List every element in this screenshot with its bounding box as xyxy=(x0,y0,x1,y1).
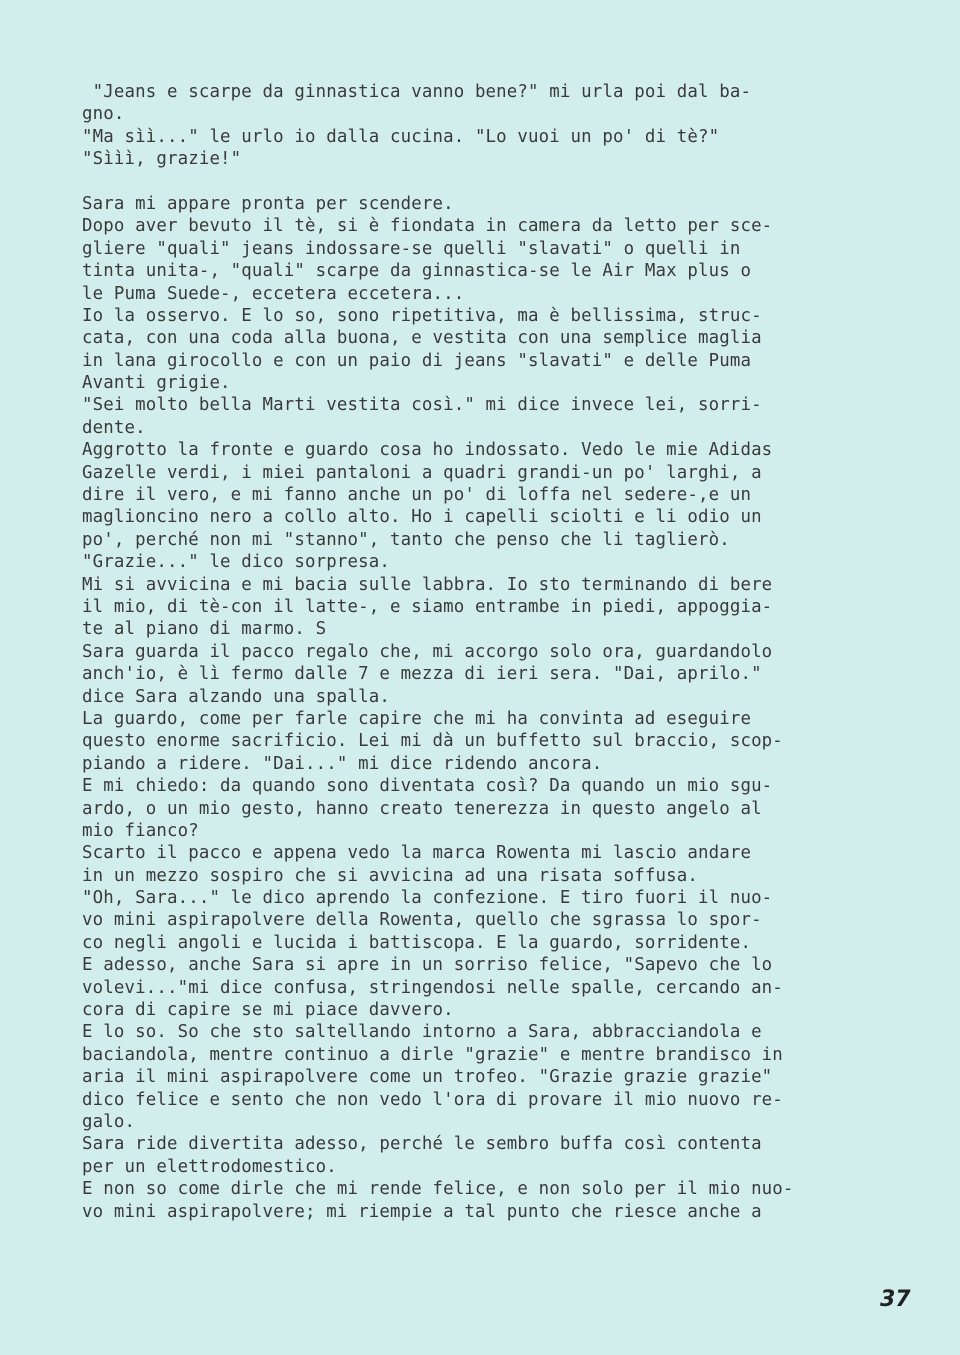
text-line: piando a ridere. "Dai..." mi dice ridendo ancora. xyxy=(82,753,603,774)
text-line: in lana girocollo e con un paio di jeans "slavati" e delle Puma xyxy=(82,350,752,371)
text-line: po', perché non mi "stanno", tanto che penso che li taglierò. xyxy=(82,529,730,550)
text-line: il mio, di tè-con il latte-, e siamo entrambe in piedi, appoggia- xyxy=(82,596,773,617)
text-line: volevi..."mi dice confusa, stringendosi nelle spalle, cercando an- xyxy=(82,977,783,998)
text-line: galo. xyxy=(82,1111,136,1132)
text-line: "Jeans e scarpe da ginnastica vanno bene?" mi urla poi dal ba- xyxy=(82,82,752,102)
text-line: questo enorme sacrificio. Lei mi dà un buffetto sul braccio, scop- xyxy=(82,731,783,752)
text-line: dico felice e sento che non vedo l'ora di provare il mio nuovo re- xyxy=(82,1089,783,1110)
text-line: Gazelle verdi, i miei pantaloni a quadri grandi-un po' larghi, a xyxy=(82,462,762,483)
text-line: gno. xyxy=(82,104,125,125)
text-line: baciandola, mentre continuo a dirle "grazie" e mentre brandisco in xyxy=(82,1044,783,1065)
text-line: E lo so. So che sto saltellando intorno a Sara, abbracciandola e xyxy=(82,1022,762,1043)
text-line: "Grazie..." le dico sorpresa. xyxy=(82,552,390,573)
text-line: Sara mi appare pronta per scendere. xyxy=(82,193,454,214)
text-line: dire il vero, e mi fanno anche un po' di loffa nel sedere-,e un xyxy=(82,485,752,506)
text-line: dice Sara alzando una spalla. xyxy=(82,686,390,707)
text-line: "Ma sìì..." le urlo io dalla cucina. "Lo vuoi un po' di tè?" xyxy=(82,126,720,147)
text-line: Mi si avvicina e mi bacia sulle labbra. Io sto terminando di bere xyxy=(82,574,773,595)
text-line: "Oh, Sara..." le dico aprendo la confezione. E tiro fuori il nuo- xyxy=(82,888,773,909)
text-line: Sara guarda il pacco regalo che, mi accorgo solo ora, guardandolo xyxy=(82,641,773,662)
text-line: cata, con una coda alla buona, e vestita con una semplice maglia xyxy=(82,328,762,349)
page-number: 37 xyxy=(880,1287,911,1312)
text-line: E non so come dirle che mi rende felice, e non solo per il mio nuo- xyxy=(82,1179,794,1200)
text-line: E adesso, anche Sara si apre in un sorriso felice, "Sapevo che lo xyxy=(82,955,773,976)
text-line: E mi chiedo: da quando sono diventata così? Da quando un mio sgu- xyxy=(82,776,773,797)
text-line: gliere "quali" jeans indossare-se quelli "slavati" o quelli in xyxy=(82,238,741,259)
text-line: La guardo, come per farle capire che mi ha convinta ad eseguire xyxy=(82,708,752,729)
text-line: vo mini aspirapolvere; mi riempie a tal punto che riesce anche a xyxy=(82,1201,762,1222)
text-line: co negli angoli e lucida i battiscopa. E la guardo, sorridente. xyxy=(82,932,752,953)
text-line: "Sei molto bella Marti vestita così." mi dice invece lei, sorri- xyxy=(82,395,762,416)
text-line: "Sììì, grazie!" xyxy=(82,149,242,170)
text-line: ardo, o un mio gesto, hanno creato tenerezza in questo angelo al xyxy=(82,798,762,819)
body-text xyxy=(82,81,882,1223)
text-line: Sara ride divertita adesso, perché le sembro buffa così contenta xyxy=(82,1134,762,1155)
text-line: Scarto il pacco e appena vedo la marca Rowenta mi lascio andare xyxy=(82,843,752,864)
text-line: in un mezzo sospiro che si avvicina ad una risata soffusa. xyxy=(82,865,698,886)
text-line: maglioncino nero a collo alto. Ho i capelli sciolti e li odio un xyxy=(82,507,762,528)
text-line: per un elettrodomestico. xyxy=(82,1156,337,1177)
text-line: anch'io, è lì fermo dalle 7 e mezza di ieri sera. "Dai, aprilo." xyxy=(82,664,762,685)
text-line: Aggrotto la fronte e guardo cosa ho indossato. Vedo le mie Adidas xyxy=(82,440,773,461)
text-line: Io la osservo. E lo so, sono ripetitiva, ma è bellissima, struc- xyxy=(82,305,762,326)
text-line: mio fianco? xyxy=(82,820,199,841)
text-line: Avanti grigie. xyxy=(82,373,231,394)
text-line: aria il mini aspirapolvere come un trofeo. "Grazie grazie grazie" xyxy=(82,1067,773,1088)
text-line: le Puma Suede-, eccetera eccetera... xyxy=(82,283,465,304)
text-line: te al piano di marmo. S xyxy=(82,619,327,640)
text-line: tinta unita-, "quali" scarpe da ginnastica-se le Air Max plus o xyxy=(82,261,752,282)
text-line: dente. xyxy=(82,417,146,438)
text-line: Dopo aver bevuto il tè, si è fiondata in camera da letto per sce- xyxy=(82,216,773,237)
paragraph-gap xyxy=(82,171,882,193)
text-line: vo mini aspirapolvere della Rowenta, quello che sgrassa lo spor- xyxy=(82,910,762,931)
text-line: cora di capire se mi piace davvero. xyxy=(82,1000,454,1021)
